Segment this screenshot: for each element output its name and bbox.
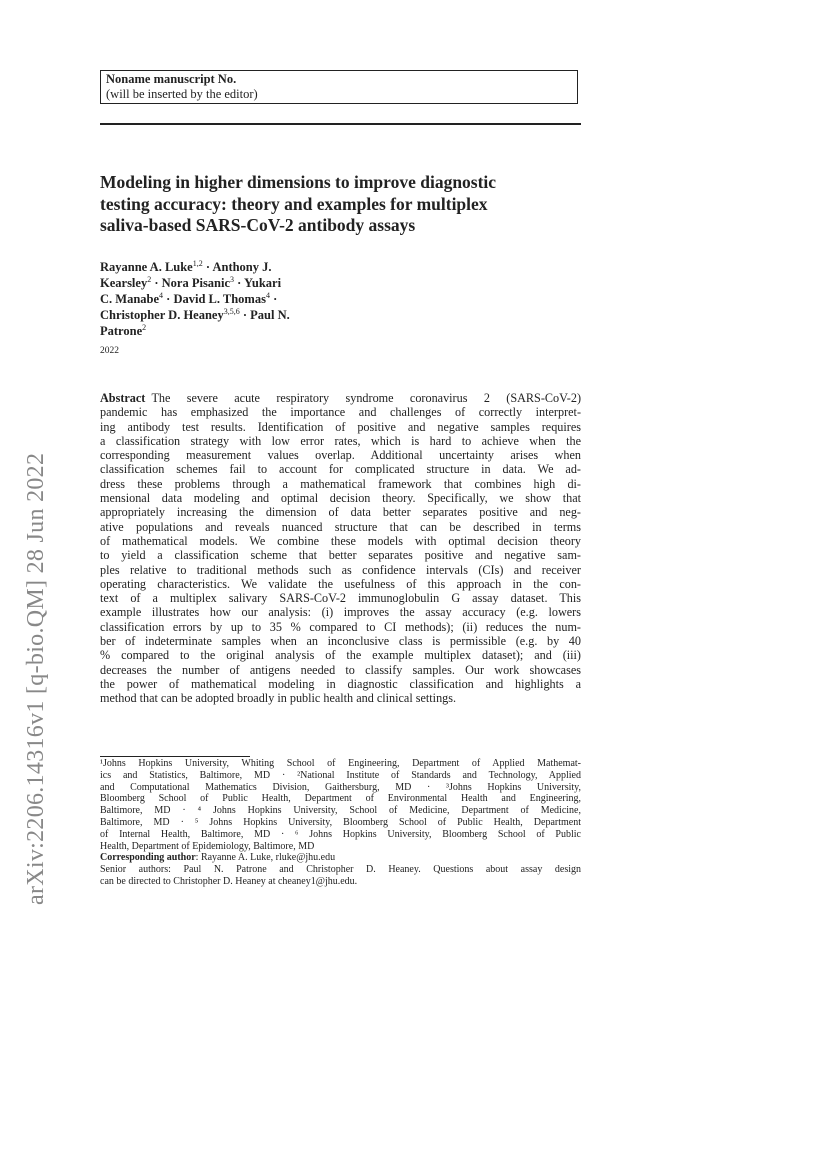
manuscript-header-box (100, 70, 578, 104)
abstract-line (100, 677, 581, 691)
author-text: · Nora Pisanic (151, 276, 231, 290)
abstract-text: classification errors by up to 35 % compared to CI methods); (ii) reduces the num- (100, 619, 581, 634)
author-text: · (269, 292, 278, 306)
paper-title (100, 172, 620, 237)
affiliation-line: Baltimore, MD · ⁵ Johns Hopkins University, Bloomberg School of Public Health, Department (100, 816, 581, 828)
author-line (100, 259, 460, 275)
author-list (100, 259, 460, 339)
abstract-text: ber of indeterminate samples when an inconclusive class is permissible (e.g. by 40 (100, 634, 581, 649)
abstract-text: classification schemes fail to account for complicated structure in data. We ad- (100, 462, 581, 477)
abstract-text: % compared to the original analysis of the example multiplex dataset); and (iii) (100, 648, 581, 663)
abstract-text: pandemic has emphasized the importance and challenges of correctly interpret- (100, 405, 581, 420)
title-line: testing accuracy: theory and examples for multiplex (100, 193, 488, 214)
abstract-text: mensional data modeling and optimal decision theory. Specifically, we show that (100, 491, 581, 506)
abstract-line (100, 520, 581, 534)
abstract-line (100, 634, 581, 648)
author-text: Christopher D. Heaney (100, 308, 224, 322)
footnote-rule (100, 756, 250, 757)
abstract-text: appropriately increasing the dimension of data better separates positive and neg- (100, 505, 581, 520)
corresponding-author (100, 852, 581, 864)
author-line (100, 291, 460, 307)
affiliation-line: of Internal Health, Baltimore, MD · ⁶ Johns Hopkins University, Bloomberg School of Public (100, 828, 581, 840)
abstract-text: method that can be adopted broadly in public health and clinical settings. (100, 691, 457, 706)
affiliation-line: Baltimore, MD · ⁴ Johns Hopkins University, School of Medicine, Department of Medicine, (100, 805, 581, 817)
abstract-line (100, 477, 581, 491)
affiliation-line: and Computational Mathematics Division, Gaithersburg, MD · ³Johns Hopkins University, (100, 781, 581, 793)
title-line: Modeling in higher dimensions to improve diagnostic (100, 172, 497, 192)
author-text: C. Manabe (100, 292, 160, 306)
abstract-line (100, 548, 581, 562)
corresponding-author-label: Corresponding author (100, 852, 196, 864)
abstract-text: The severe acute respiratory syndrome coronavirus 2 (SARS-CoV-2) (151, 391, 581, 405)
arxiv-stamp: arXiv:2206.14316v1 [q-bio.QM] 28 Jun 2022 (23, 452, 49, 905)
abstract-line (100, 420, 581, 434)
abstract-text: to yield a classification scheme that better separates positive and negative sam- (100, 548, 581, 563)
abstract-text: a classification strategy with low error rates, which is hard to achieve when the (100, 433, 581, 448)
author-text: · Yukari (234, 276, 282, 290)
author-affiliation-marker: 4 (159, 290, 164, 300)
affiliation-line: ics and Statistics, Baltimore, MD · ²National Institute of Standards and Technology, Applied (100, 769, 581, 781)
abstract-line (100, 577, 581, 591)
manuscript-number-label: Noname manuscript No. (106, 72, 237, 86)
affiliation-line: ¹Johns Hopkins University, Whiting School of Engineering, Department of Applied Mathemat- (100, 758, 581, 769)
abstract-heading: Abstract (100, 391, 146, 405)
author-text: Patrone (100, 324, 143, 338)
abstract-line (100, 534, 581, 548)
corresponding-author-text: : Rayanne A. Luke, rluke@jhu.edu (195, 852, 336, 864)
author-text: · Paul N. (239, 308, 290, 322)
abstract-text: the power of mathematical modeling in diagnostic classification and highlights a (100, 676, 581, 691)
abstract-text: of mathematical models. We combine these models with optimal decision theory (100, 533, 581, 548)
author-text: · Anthony J. (202, 260, 272, 274)
abstract-line (100, 505, 581, 519)
abstract-line (100, 620, 581, 634)
abstract-line (100, 491, 581, 505)
title-line: saliva-based SARS-CoV-2 antibody assays (100, 215, 416, 235)
abstract-line (100, 462, 581, 476)
affiliation-line: Health, Department of Epidemiology, Baltimore, MD (100, 840, 315, 852)
abstract-text: example illustrates how our analysis: (i) improves the assay accuracy (e.g. lowers (100, 605, 581, 620)
abstract-text: ing antibody test results. Identification of positive and negative samples requires (100, 419, 581, 434)
abstract (100, 391, 581, 706)
abstract-line (100, 605, 581, 619)
abstract-line (100, 405, 581, 419)
abstract-line (100, 391, 581, 405)
abstract-line (100, 448, 581, 462)
editor-note: (will be inserted by the editor) (106, 87, 258, 101)
author-affiliation-marker: 2 (147, 274, 152, 284)
author-affiliation-marker: 1,2 (192, 258, 203, 268)
abstract-line (100, 434, 581, 448)
author-text: Rayanne A. Luke (100, 260, 193, 274)
author-line (100, 275, 460, 291)
author-affiliation-marker: 4 (265, 290, 270, 300)
author-affiliation-marker: 2 (142, 322, 147, 332)
abstract-text: ative populations and reveals nuanced structure that can be described in terms (100, 519, 581, 534)
abstract-text: ples relative to traditional methods such as confidence intervals (CIs) and receiver (100, 562, 581, 577)
abstract-text: corresponding measurement values overlap. Additional uncertainty arises when (100, 448, 581, 463)
author-line (100, 307, 460, 323)
abstract-text: dress these problems through a mathematical framework that combines high di- (100, 476, 581, 491)
author-line (100, 323, 460, 339)
abstract-text: decreases the number of antigens needed to classify samples. Our work showcases (100, 662, 581, 677)
senior-authors-line: Senior authors: Paul N. Patrone and Christopher D. Heaney. Questions about assay design (100, 864, 581, 876)
publication-year: 2022 (100, 346, 119, 356)
abstract-text: operating characteristics. We validate the usefulness of this approach in the con- (100, 576, 581, 591)
abstract-line (100, 563, 581, 577)
author-text: Kearsley (100, 276, 148, 290)
affiliation-line: Bloomberg School of Public Health, Department of Environmental Health and Engineering, (100, 793, 581, 805)
author-text: · David L. Thomas (163, 292, 266, 306)
abstract-line (100, 648, 581, 662)
senior-authors-line: can be directed to Christopher D. Heaney at cheaney1@jhu.edu. (100, 875, 358, 887)
abstract-text: text of a multiplex salivary SARS-CoV-2 immunoglobulin G assay dataset. This (100, 591, 581, 606)
abstract-line (100, 591, 581, 605)
abstract-line (100, 691, 581, 705)
author-affiliation-marker: 3,5,6 (223, 306, 240, 316)
abstract-line (100, 663, 581, 677)
header-rule (100, 123, 581, 125)
footnotes (100, 758, 581, 888)
author-affiliation-marker: 3 (230, 274, 235, 284)
